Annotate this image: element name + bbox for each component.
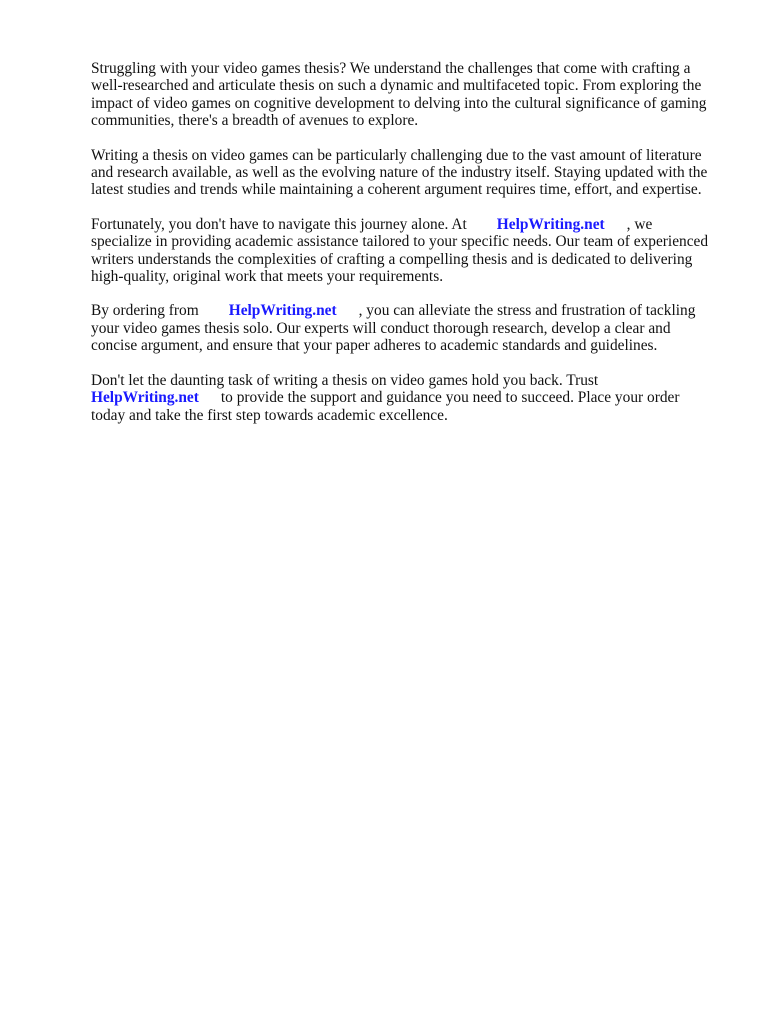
helpwriting-link[interactable]: HelpWriting.net <box>496 215 605 233</box>
document-page <box>91 60 716 441</box>
paragraph-text-after-link: , you can alleviate the stress and frustration of tackling your video games thesis solo. Our experts will conduct thorough research, develop a clear and concise argument, and ensure that your paper adheres to academic standards and guidelines. <box>91 302 696 355</box>
paragraph-text-after-link: , we specialize in providing academic assistance tailored to your specific needs. Our team of experienced writers understands the complexities of crafting a compelling thesis and is dedicated to delivering high-quality, original work that meets your requirements. <box>91 215 709 286</box>
paragraph-ordering <box>91 302 716 354</box>
paragraph-call-to-action <box>91 372 716 424</box>
paragraph-text-after-link: to provide the support and guidance you need to succeed. Place your order today and take the first step towards academic excellence. <box>91 389 680 424</box>
paragraph-text-before-link: Don't let the daunting task of writing a thesis on video games hold you back. Trust <box>91 371 599 389</box>
helpwriting-link[interactable]: HelpWriting.net <box>91 389 199 407</box>
paragraph-text-before-link: By ordering from <box>91 302 199 320</box>
paragraph-challenges: Writing a thesis on video games can be particularly challenging due to the vast amount of literature and research available, as well as the evolving nature of the industry itself. Staying updated with the latest studies and trends while maintaining a coherent argument requires time, effort, and expertise. <box>91 146 708 199</box>
paragraph-intro: Struggling with your video games thesis? We understand the challenges that come with crafting a well-researched and articulate thesis on such a dynamic and multifaceted topic. From exploring the impact of video games on cognitive development to delving into the cultural significance of gaming communities, there's a breadth of avenues to explore. <box>91 60 707 130</box>
paragraph-text-before-link: Fortunately, you don't have to navigate this journey alone. At <box>91 215 467 233</box>
helpwriting-link[interactable]: HelpWriting.net <box>228 302 337 320</box>
paragraph-helpwriting-intro <box>91 216 716 286</box>
